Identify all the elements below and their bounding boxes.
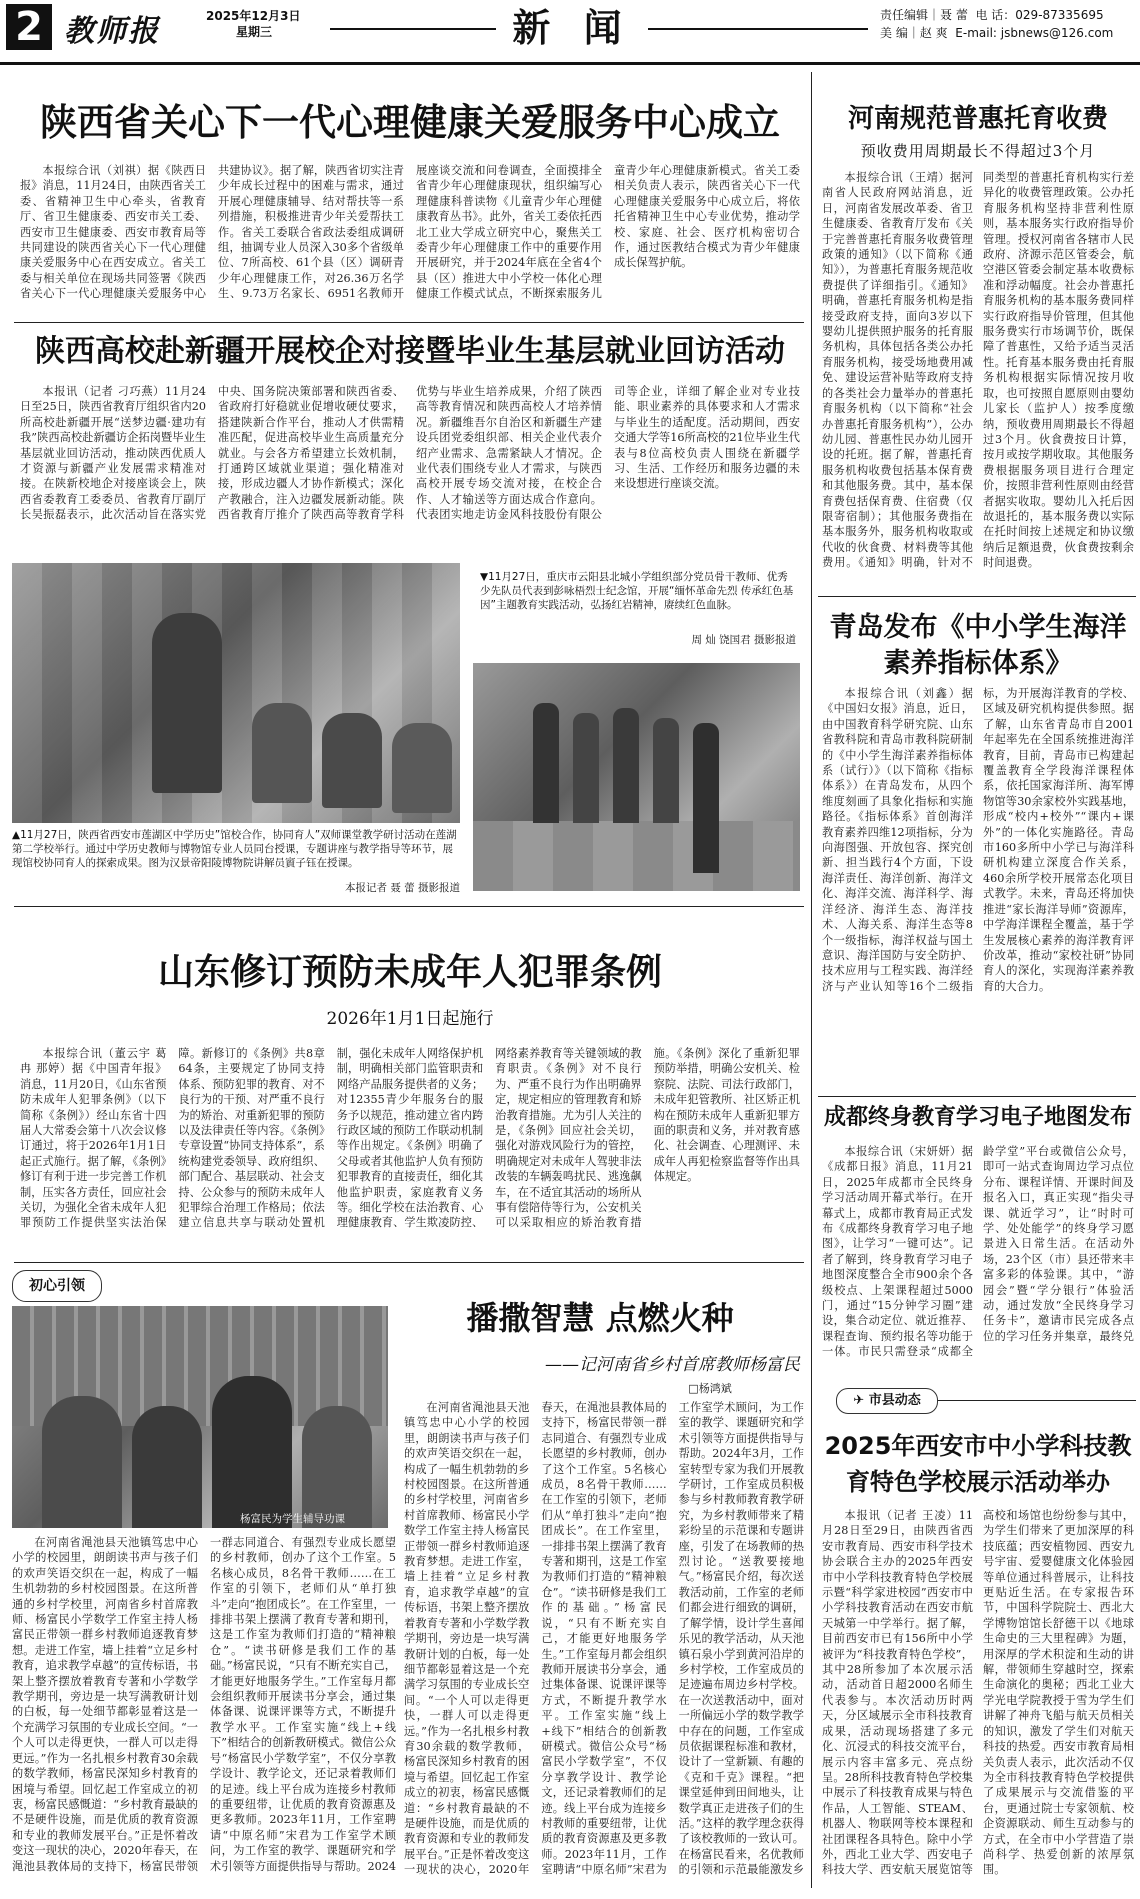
dateline [206, 8, 300, 40]
editor-label: 责任编辑｜聂 蕾 [880, 8, 968, 22]
photo-2-caption: ▼11月27日，重庆市云阳县北城小学组织部分党员骨干教师、优秀少先队员代表到彭咏梧烈士纪念馆，开展“缅怀革命先烈 传承红色基因”主题教育实践活动，弘扬红岩精神，赓续红色血脉。 [480, 571, 794, 611]
right-4-body: 本报讯（记者 王凌）11月28日至29日，由陕西省西安市教育局、西安市科学技术协会联合主办的2025年西安市中小学科技教育特色学校展示暨“科学家进校园”西安市中小学科技教育活动在西安市航天城第一中学举行。据了解，目前西安市已有156所中小学被评为“科技教育特色学校”，其中28所参加了本次展示活动，活动首日超2000名师生代表参与。本次活动历时两天，分区域展示全市科技教育成果，活动现场搭建了多元化、沉浸式的科技交流平台，展示内容丰富多元、亮点纷呈。28所科技教育特色学校集中展示了科技教育成果与特色作品，人工智能、STEAM、机器人、物联网等校本课程和社团课程各具特色。除中小学外，西北工业大学、西安电子科技大学、西安航天展览馆等高校和场馆也纷纷参与其中，为学生们带来了更加深厚的科技底蕴；西安植物园、西安九号宇宙、爱婴健康文化体验园等单位通过科普展示，让科技更贴近生活。在专家报告环节，中国科学院院士、西北大学博物馆馆长舒德干以《地球生命史的三大里程碑》为题，用深厚的学术积淀和生动的讲解，带领师生穿越时空，探索生命演化的奥秘；西北工业大学光电学院教授于雪为学生们讲解了神舟飞船与航天员相关的知识，激发了学生们对航天科技的热爱。西安市教育局相关负责人表示，此次活动不仅为全市科技教育特色学校提供了成果展示与交流借鉴的平台，更通过院士专家领航、校企资源联动、师生互动参与的方式，在全市中小学营造了崇尚科学、热爱创新的浓厚氛围。 [822, 1509, 1134, 1877]
right-2-rule [818, 1096, 1136, 1097]
right-2-body: 本报综合讯（刘鑫）据《中国妇女报》消息，近日，由中国教育科学研究院、山东省教科院和青岛市教科院研制的《中小学生海洋素养指标体系（试行）》（以下简称《指标体系》）在青岛发布，从四个维度刻画了具象化指标和实施路径。《指标体系》首创海洋教育素养四维12项指标，分为向海图强、开放包容、探究创新、担当践行4个方面，下设海洋责任、海洋创新、海洋文化、海洋交流、海洋科学、海洋经济、海洋生态、海洋技术、人海关系、海洋生态等8个一级指标，海洋权益与国土意识、海洋国防与安全防护、技术应用与工程实践、海洋经济与产业认知等16个二级指标，为开展海洋教育的学校、区域及研究机构提供参照。据了解，山东省青岛市自2001年起率先在全国系统推进海洋教育，目前，青岛市已构建起覆盖教育全学段海洋课程体系，依托国家海洋所、海军博物馆等30余家校外实践基地，形成“校内+校外”“课内+课外”的一体化实施路径。青岛市160多所中小学已与海洋科研机构建立深度合作关系，460余所学校开展常态化项目式教学。未来，青岛还将加快推进“家长海洋导师”资源库，中学海洋课程全覆盖，基于学生发展核心素养的海洋教育评价改革，推动“家校社研”协同育人的深化，实现海洋素养教育的大合力。 [822, 687, 1134, 993]
right-1-subtitle: 预收费用周期最长不得超过3个月 [860, 142, 1096, 160]
photo-section-rule [14, 906, 804, 907]
right-3-title: 成都终身教育学习电子地图发布 [823, 1105, 1132, 1130]
right-1-body: 本报综合讯（王靖）据河南省人民政府网站消息，近日，河南省发展改革委、省卫生健康委、省教育厅发布《关于完善普惠托育服务收费管理政策的通知》（以下简称《通知》），为普惠托育服务规范收费提供了详细指引。《通知》明确，普惠托育服务机构是指接受政府支持，面向3岁以下婴幼儿提供照护服务的托育服务机构，具体包括各类公办托育服务机构，接受场地费用减免、建设运营补贴等政府支持的各类社会力量举办的普惠托育服务机构（以下简称“社会办普惠托育服务机构”），公办幼儿园、普惠性民办幼儿园开设的托班。据了解，普惠托育服务机构收费包括基本保育费和其他服务费。其中，基本保育费包括保育费、住宿费（仅限寄宿制）；其他服务费指在基本服务外，服务机构收取或代收的伙食费、材料费等其他费用。《通知》明确，针对不同类型的普惠托育机构实行差异化的收费管理政策。公办托育服务机构坚持非营利性原则，基本服务实行政府指导价管理。授权河南省各辖市人民政府、济源示范区管委会，航空港区管委会制定基本收费标准和浮动幅度。社会办普惠托育服务机构的基本服务费同样实行政府指导价管理，但其他服务费实行市场调节价，既保障了普惠性，又给予适当灵活性。托育基本服务费由托育服务机构根据实际情况按月收取，也可按照自愿原则由婴幼儿家长（监护人）按季度缴纳，预收费用周期最长不得超过3个月。伙食费按日计算，按月或按学期收取。其他服务费根据服务项目进行合理定价，按照非营利性原则由经营者据实收取。婴幼儿入托后因故退托的，基本服务费以实际在托时间按上述规定和协议缴纳后足额退费，伙食费按剩余时间退费。 [822, 171, 1134, 570]
article-4-title: 播撒智慧 点燃火种 [466, 1299, 734, 1337]
editor-credits [880, 6, 1113, 42]
article-4-body-left: 在河南省渑池县天池镇笃忠中心小学的校园里，朗朗读书声与孩子们的欢声笑语交织在一起，构成了一幅生机勃勃的乡村校园图景。在这所普通的乡村学校里，河南省乡村首席教师、杨富民小学数学工作室主持人杨富民正带领一群乡村教师追逐教育梦想。走进工作室，墙上挂着“立足乡村教育，追求教学卓越”的宣传标语，书架上整齐摆放着教育专著和小学数学教学期刊，旁边是一块写满教研计划的白板，每一处细节都彰显着这是一个充满学习氛围的专业成长空间。“一个人可以走得更快，一群人可以走得更远。”作为一名扎根乡村教育30余载的数学教师，杨富民深知乡村教育的困境与希望。回忆起工作室成立的初衷，杨富民感慨道：“乡村教育最缺的不是硬件设施，而是优质的教育资源和专业的教师发展平台。”正是怀着改变这一现状的决心，2020年春天，在渑池县教体局的支持下，杨富民带领一群志同道合、有强烈专业成长愿望的乡村教师，创办了这个工作室。5名核心成员，8名骨干教师……在工作室的引领下，老师们从“单打独斗”走向“抱团成长”。在工作室里，一排排书架上摆满了教育专著和期刊，这是工作室为教师们打造的“精神粮仓”。“读书研修是我们工作的基础。”杨富民说，“只有不断充实自己，才能更好地服务学生。”工作室每月都会组织教师开展读书分享会，通过集体备课、说课评课等方式，不断提升教学水平。工作室实施“线上+线下”相结合的创新教研模式。微信公众号“杨富民小学数学室”，不仅分享教学设计、教学论文，还记录着教师们的足迹。线上平台成为连接乡村教师的重要纽带，让优质的教育资源惠及更多教师。2023年11月，工作室聘请“中原名师”宋君为工作室学术顾问，为工作室的教学、课题研究和学术引领等方面提供指导与帮助。2024 [12, 1536, 396, 1873]
page-number: 2 [6, 4, 52, 50]
right-1-title: 河南规范普惠托育收费 [847, 104, 1108, 134]
photo-teacher-tutoring [12, 1306, 388, 1528]
designer-label: 美 编｜赵 爽 [880, 26, 948, 40]
article-4-subtitle: ——记河南省乡村首席教师杨富民 [545, 1355, 800, 1375]
newspaper-logo: 教师报 [64, 14, 160, 49]
right-1-rule [818, 596, 1136, 597]
photo-4-caption: 杨富民为学生辅导功课 [240, 1513, 345, 1525]
issue-date: 2025年12月3日 [206, 9, 301, 23]
article-4-author: □杨鸿斌 [688, 1382, 732, 1395]
article-4-body-right: 在河南省渑池县天池镇笃忠中心小学的校园里，朗朗读书声与孩子们的欢声笑语交织在一起，构成了一幅生机勃勃的乡村校园图景。在这所普通的乡村学校里，河南省乡村首席教师、杨富民小学数学工作室主持人杨富民正带领一群乡村教师追逐教育梦想。走进工作室，墙上挂着“立足乡村教育，追求教学卓越”的宣传标语，书架上整齐摆放着教育专著和小学数学教学期刊，旁边是一块写满教研计划的白板，每一处细节都彰显着这是一个充满学习氛围的专业成长空间。“一个人可以走得更快，一群人可以走得更远。”作为一名扎根乡村教育30余载的数学教师，杨富民深知乡村教育的困境与希望。回忆起工作室成立的初衷，杨富民感慨道：“乡村教育最缺的不是硬件设施，而是优质的教育资源和专业的教师发展平台。”正是怀着改变这一现状的决心，2020年春天，在渑池县教体局的支持下，杨富民带领一群志同道合、有强烈专业成长愿望的乡村教师，创办了这个工作室。5名核心成员，8名骨干教师……在工作室的引领下，老师们从“单打独斗”走向“抱团成长”。在工作室里，一排排书架上摆满了教育专著和期刊，这是工作室为教师们打造的“精神粮仓”。“读书研修是我们工作的基础。”杨富民说，“只有不断充实自己，才能更好地服务学生。”工作室每月都会组织教师开展读书分享会，通过集体备课、说课评课等方式，不断提升教学水平。工作室实施“线上+线下”相结合的创新教研模式。微信公众号“杨富民小学数学室”，不仅分享教学设计、教学论文，还记录着教师们的足迹。线上平台成为连接乡村教师的重要纽带，让优质的教育资源惠及更多教师。2023年11月，工作室聘请“中原名师”宋君为工作室学术顾问，为工作室的教学、课题研究和学术引领等方面提供指导与帮助。2024年3月，工作室转型专家为我们开展教学研讨，工作室成员积极参与乡村教师教育教学研究，为乡村教师带来了精彩纷呈的示范课和专题讲座，引发了在场教师的热烈讨论。“送教要接地气。”杨富民介绍，每次送教活动前，工作室的老师们都会进行细致的调研，了解学情，设计学生喜闻乐见的教学活动，从天池镇石泉小学到黄河沿岸的乡村学校，工作室成员的足迹遍布周边乡村学校。在一次送教活动中，面对一所偏远小学的数学教学中存在的问题，工作室成员依据课程标准和教材，设计了一堂新颖、有趣的《克和千克》课程。“把课堂延伸到田间地头，让数学真正走进孩子们的生活。”这样的教学理念获得了该校教师的一致认可。在杨富民看来，名优教师的引领和示范最能激发乡 [404, 1401, 804, 1877]
column-tag-county [836, 1388, 938, 1414]
photo-1-caption: ▲11月27日，陕西省西安市莲湖区中学历史”馆校合作，协同育人”双师课堂教学研讨活动在莲湖第二学校举行。通过中学历史教师与博物馆专业人员同台授课，专题讲座与教学指导等环节，展现馆校协同育人的探索成果。图为汉景帝阳陵博物院讲解员賨子钰在授课。 [12, 829, 457, 869]
photo-memorial-visit [473, 663, 800, 891]
section-rule-right [648, 28, 868, 30]
article-1-body: 本报综合讯（刘祺）据《陕西日报》消息，11月24日，由陕西省关工委、省精神卫生中心牵头，省教育厅、省卫生健康委、西安市关工委、西安市卫生健康委、西安市教育局等共同建设的陕西省关心下一代心理健康关爱服务中心在西安成立。省关工委与相关单位在现场共同签署《陕西省关心下一代心理健康关爱服务中心共建协议》。据了解，陕西省切实注青少年成长过程中的困难与需求，通过开展心理健康辅导、结对帮扶等一系列措施，积极推进青少年关爱帮扶工作。省关工委联合省政法委组成调研组，抽调专业人员深入30多个省级单位、7所高校、61个县（区）调研青少年心理健康工作，对26.36万名学生、9.73万名家长、6951名教师开展座谈交流和问卷调查，全面摸排全省青少年心理健康现状，组织编写心理健康科普读物《儿童青少年心理健康教育丛书》。此外，省关工委依托西北工业大学成立研究中心，聚焦关工委青少年心理健康工作中的重要作用开展研究，并于2024年底在全省4个县（区）推进大中小学校一体化心理健康工作模式试点，不断探索服务儿童青少年心理健康新模式。省关工委相关负责人表示，陕西省关心下一代心理健康关爱服务中心成立后，将依托省精神卫生中心专业优势，推动学校、家庭、社会、医疗机构密切合作，通过医教结合模式为青少年健康成长保驾护航。 [20, 164, 800, 301]
right-4-title: 2025年西安市中小学科技教育特色学校展示活动举办 [824, 1432, 1132, 1496]
article-3-subtitle: 2026年1月1日起施行 [326, 1009, 494, 1029]
article-2-body: 本报讯（记者 刁巧燕）11月24日至25日，陕西省教育厅组织省内20所高校赴新疆开展“送梦边疆·建功有我”陕西高校赴新疆访企拓岗暨毕业生基层就业回访活动，推动陕西优质人才资源与新疆产业发展需求精准对接。在陕新校地企对接座谈会上，陕西省委教育工委委员、省教育厅副厅长吴振磊表示，此次活动旨在落实党中央、国务院决策部署和陕西省委、省政府打好稳就业促增收硬仗要求，搭建陕新合作平台，推动人才供需精准匹配，促进高校毕业生高质量充分就业。与会各方希望建立长效机制，打通跨区域就业渠道；强化精准对接，形成边疆人才协作新模式；深化产教融合，注入边疆发展新动能。陕西省教育厅推介了陕西高等教育学科优势与毕业生培养成果，介绍了陕西高等教育情况和陕西高校人才培养情况。新疆维吾尔自治区和新疆生产建设兵团党委组织部、相关企业代表介绍产业需求、急需紧缺人才情况。企业代表们围绕专业人才需求，与陕西高校开展专场交流对接，在校企合作、人才输送等方面达成合作意向。代表团实地走访金风科技股份有限公司等企业，详细了解企业对专业技能、职业素养的具体要求和人才需求与毕业生的适配度。活动期间，西安交通大学等16所高校的21位毕业生代表与8位高校负责人围绕在新疆学习、生活、工作经历和服务边疆的未来设想进行座谈交流。 [20, 385, 800, 522]
article-1-title: 陕西省关心下一代心理健康关爱服务中心成立 [40, 101, 780, 144]
right-2-title: 青岛发布《中小学生海洋素养指标体系》 [829, 612, 1127, 679]
right-3-body: 本报综合讯（宋妍妍）据《成都日报》消息，11月21日，2025年成都市全民终身学习活动周开幕式举行。在开幕式上，成都市教育局正式发布《成都终身教育学习电子地图》，让学习“一键可达”。记者了解到，终身教育学习电子地图深度整合全市900余个各级校点、上架课程超过5000门，通过“15分钟学习圈”建设，集合动定位、就近推荐、课程查询、预约报名等功能于一体。市民只需登录“成都全龄学堂”平台或微信公众号，即可一站式查询周边学习点位分布、课程详情、开课时间及报名入口，真正实现“指尖寻课、就近学习”，让“时时可学、处处能学”的终身学习愿景进入日常生活。在活动外场，23个区（市）县还带来丰富多彩的体验课。其中，“游园会”暨“学分银行”体验活动，通过发放“全民终身学习任务卡”，邀请市民完成各点位的学习任务并集章，最终兑 [822, 1145, 1134, 1359]
article-3-title: 山东修订预防未成年人犯罪条例 [157, 952, 662, 993]
article-2-title: 陕西高校赴新疆开展校企对接暨毕业生基层就业回访活动 [35, 334, 785, 369]
county-tag-label: 市县动态 [868, 1393, 921, 1408]
article-1-rule [14, 322, 804, 323]
section-title: 新 闻 [512, 5, 632, 50]
column-divider [811, 72, 812, 1888]
photo-history-class [12, 563, 460, 823]
section-rule-left [330, 28, 496, 30]
phone: 电 话：029-87335695 [975, 8, 1104, 22]
article-3-body: 本报综合讯（董云宇 葛冉 那婷）据《中国青年报》消息，11月20日，《山东省预防未成年人犯罪条例》（以下简称《条例》）经山东省十四届人大常委会第十八次会议修订通过，将于2026年1月1日起正式施行。据了解，《条例》修订有利于进一步完善工作机制，压实各方责任，回应社会关切，为强化全省未成年人犯罪预防工作提供坚实法治保障。新修订的《条例》共8章64条，主要规定了协同支持体系、预防犯罪的教育、对不良行为的干预、对严重不良行为的矫治、对重新犯罪的预防以及法律责任等内容。《条例》专章设置“协同支持体系”，系统构建党委领导、政府组织、部门配合、基层联动、社会支持、公众参与的预防未成年人犯罪综合治理工作格局；依法建立信息共享与联动处置机制，强化未成年人网络保护机制，明确相关部门监管职责和网络产品服务提供者的义务；对12355青少年服务台的服务予以规范，推动建立省内跨行政区域的预防工作联动机制等作出规定。《条例》明确了父母或者其他监护人负有预防犯罪教育的直接责任，细化其他监护职责，家庭教育义务等。细化学校在法治教育、心理健康教育、学生欺凌防控、网络素养教育等关键领域的教育职责。《条例》对不良行为、严重不良行为作出明确界定，规定相应的管理教育和矫治教育措施。尤为引人关注的是，《条例》回应社会关切，强化对游戏风险行为的管控，明确规定对未成年人驾驶非法改装的车辆轰鸣扰民、逃逸飙车，在不适宜其活动的场所从事有偿陪侍等行为，公安机关可以采取相应的矫治教育措施。《条例》深化了重新犯罪预防举措，明确公安机关、检察院、法院、司法行政部门，未成年犯管教所、社区矫正机构在预防未成年人重新犯罪方面的职责和义务，并对教育感化、社会调查、心理测评、未成年人再犯检察监督等作出具体规定。 [20, 1047, 800, 1230]
column-tag-chuxin: 初心引领 [12, 1270, 102, 1302]
photo-1-credit: 本报记者 聂 蕾 摄影报道 [344, 882, 460, 894]
issue-weekday: 星期三 [236, 25, 273, 39]
photo-2-credit: 周 灿 饶国君 摄影报道 [691, 634, 796, 646]
email: E-mail: jsbnews@126.com [955, 26, 1114, 40]
article-3-rule [14, 1262, 804, 1263]
masthead [0, 0, 1140, 65]
airplane-icon: ✈ [853, 1393, 865, 1408]
